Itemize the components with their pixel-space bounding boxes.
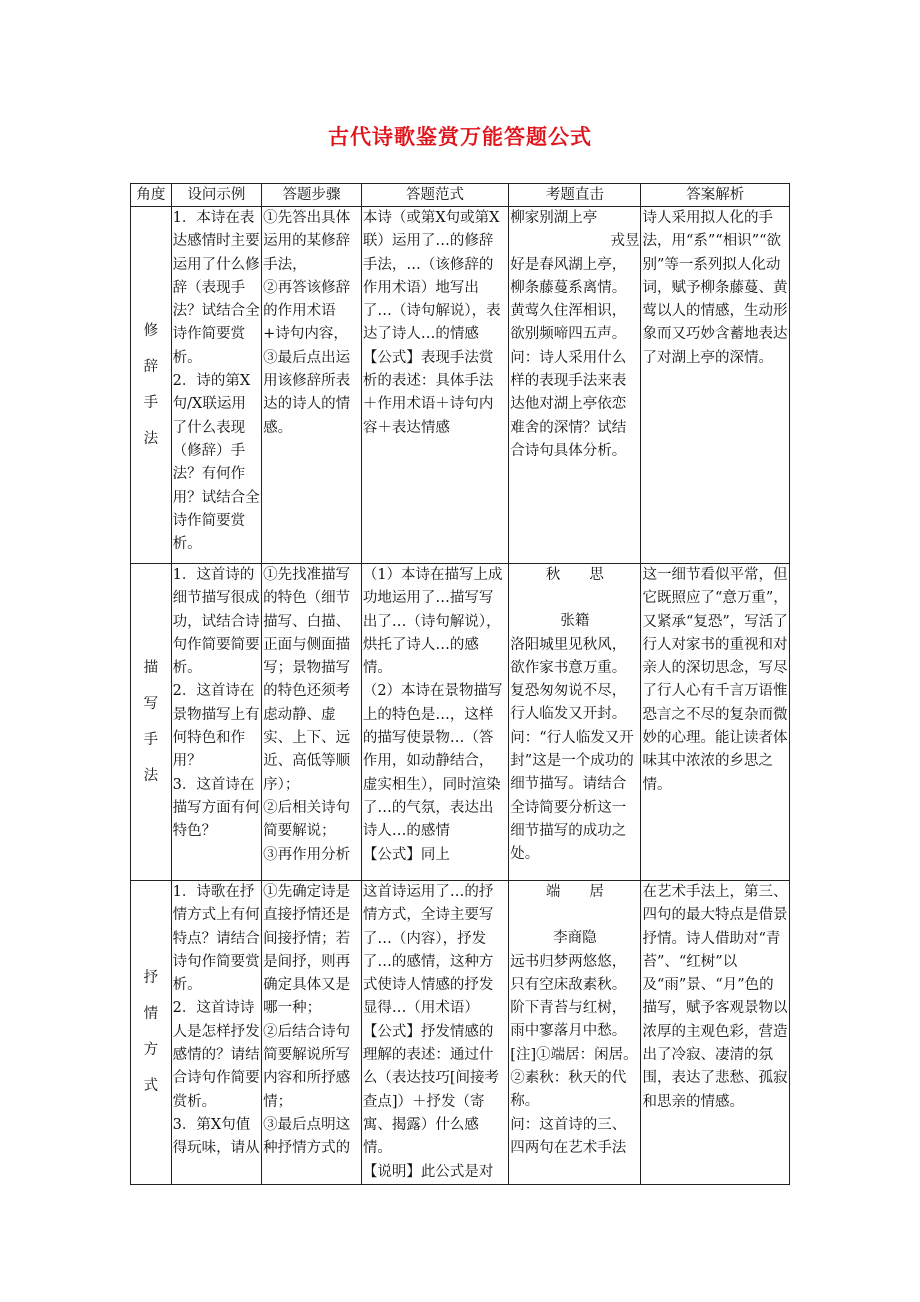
angle-char: 方 [143,1042,159,1059]
question-cell [171,207,262,564]
answer-formula-table [130,183,790,1185]
exam-question: 问：这首诗的三、四两句在艺术手法 [510,1116,627,1156]
steps-cell [262,207,362,564]
step-item: ②后相关诗句简要解说； [263,799,351,840]
answer-cell: 诗人采用拟人化的手法，用“系”“相识”“欲别”等一系列拟人化动词，赋予柳条藤蔓、黄莺以人的情感，生动形象而又巧妙含蓄地表达了对湖上亭的深情。 [641,207,790,564]
poem-lines: 远书归梦两悠悠，只有空床敌素秋。阶下青苔与红树，雨中寥落月中愁。 [510,953,627,1040]
step-item: ③最后点明这种抒情方式的 [263,1116,351,1157]
poem-lines: 好是春风湖上亭，柳条藤蔓系离情。黄莺久住浑相识，欲别频啼四五声。 [510,256,627,343]
angle-char: 法 [143,431,159,447]
template-cell [361,881,508,1185]
poem-lines: 洛阳城里见秋风，欲作家书意万重。复恐匆匆说不尽，行人临发又开封。 [510,636,627,723]
template-cell [361,564,508,881]
step-item: ③最后点出运用该修辞所表达的诗人的情感。 [263,349,351,436]
table-row [131,207,790,564]
angle-char: 辞 [143,359,159,375]
angle-cell [131,564,172,881]
question-item: 1．诗歌在抒情方式上有何特点？请结合诗句作简要赏析。 [172,884,260,994]
table-header-row [131,184,790,207]
steps-cell [262,881,362,1185]
table-row [131,564,790,881]
steps-cell [262,564,362,881]
angle-char: 抒 [143,970,159,987]
exam-question: 问：“行人临发又开封”这是一个成功的细节描写。请结合全诗简要分析这一细节描写的成功之处。 [510,729,634,863]
template-item: 本诗（或第X句或第X联）运用了…的修辞手法，…（该修辞的作用术语）地写出了…（诗句解说），表达了诗人…的情感 [362,210,501,343]
poem-title: 秋 思 [545,567,604,583]
step-item: ②后结合诗句简要解说所写内容和所抒感情； [263,1023,351,1110]
poem-author: 张籍 [560,613,590,630]
template-cell [361,207,508,564]
exam-cell [509,564,641,881]
exam-question: 问：诗人采用什么样的表现手法来表达他对湖上亭依恋难舍的深情？试结合诗句具体分析。 [510,349,627,459]
angle-char: 法 [143,768,159,784]
step-item: ②再答该修辞的作用术语+诗句内容， [263,279,351,343]
header-answer-steps: 答题步骤 [262,184,362,207]
poem-title: 端 居 [545,884,604,900]
angle-char: 修 [143,323,159,339]
header-question-example: 设问示例 [171,184,262,207]
page-title: 古代诗歌鉴赏万能答题公式 [328,124,592,149]
step-item: ①先答出具体运用的某修辞手法， [263,210,351,273]
poem-title: 柳家别湖上亭 [510,210,598,226]
answer-cell: 在艺术手法上，第三、四句的最大特点是借景抒情。诗人借助对“青苔”、“红树”以及“雨”景、“月”色的描写，赋予客观景物以浓厚的主观色彩，营造出了冷寂、凄清的氛围，表达了悲愁、孤寂和思亲的情感。 [641,881,790,1185]
template-item: 【公式】表现手法赏析的表述：具体手法＋作用术语＋诗句内容＋表达情感 [362,349,494,436]
step-item: ③再作用分析 [263,846,351,863]
angle-char: 式 [143,1078,159,1095]
question-item: 3．第X句值得玩味，请从 [172,1116,260,1157]
exam-cell [509,207,641,564]
exam-cell [509,881,641,1185]
angle-cell [131,207,172,564]
question-item: 1．本诗在表达感情时主要运用了什么修辞（表现手法？试结合全诗作简要赏析。 [172,210,260,366]
question-item: 2．这首诗诗人是怎样抒发感情的？请结合诗句作简要赏析。 [172,1000,260,1110]
question-item: 2．这首诗在景物描写上有何特色和作用？ [172,683,260,770]
angle-char: 手 [143,732,159,748]
angle-char: 情 [143,1006,159,1023]
poem-author: 戎昱 [610,233,640,250]
template-item: 【公式】同上 [362,846,450,863]
template-item: 这首诗运用了…的抒情方式，全诗主要写了…（内容），抒发了…的感情，这种方式使诗人情感的抒发显得…（用术语） [362,884,494,1017]
step-item: ①先找准描写的特色（细节描写、白描、正面与侧面描写；景物描写的特色还须考虑动静、虚实、上下、远近、高低等顺序）； [263,567,351,793]
question-item: 3．这首诗在描写方面有何特色？ [172,776,260,840]
question-cell [171,564,262,881]
template-item: 【说明】此公式是对 [362,1163,494,1180]
header-answer-template: 答题范式 [361,184,508,207]
question-item: 2．诗的第X句/X联运用了什么表现（修辞）手法？有何作用？试结合全诗作简要赏析。 [172,373,260,553]
angle-char: 手 [143,395,159,411]
header-exam-question: 考题直击 [509,184,641,207]
poem-author: 李商隐 [553,930,597,947]
header-answer-analysis: 答案解析 [641,184,790,207]
poem-notes: [注]①端居：闲居。②素秋：秋天的代称。 [510,1046,638,1110]
header-angle: 角度 [131,184,172,207]
template-item: （1）本诗在描写上成功地运用了…描写写出了…（诗句解说），烘托了诗人…的感情。 [362,567,503,677]
question-item: 1．这首诗的细节描写很成功，试结合诗句作简要简要析。 [172,567,260,677]
table-row [131,881,790,1185]
question-cell [171,881,262,1185]
answer-cell: 这一细节看似平常，但它既照应了“意万重”，又紧承“复恐”，写活了行人对家书的重视和对亲人的深切思念，写尽了行人心有千言万语惟恐言之不尽的复杂而微妙的心理。能让读者体味其中浓浓的乡思之情。 [641,564,790,881]
step-item: ①先确定诗是直接抒情还是间接抒情；若是间抒，则再确定具体又是哪一种； [263,884,351,1017]
angle-char: 写 [143,696,159,712]
template-item: 【公式】抒发情感的理解的表述：通过什么（表达技巧[间接考查点]）＋抒发（寄寓、揭露）什么感情。 [362,1023,499,1157]
angle-cell [131,881,172,1185]
angle-char: 描 [143,660,159,676]
template-item: （2）本诗在景物描写上的特色是…，这样的描写使景物…（答作用，如动静结合，虚实相生），同时渲染了…的气氛，表达出诗人…的感情 [362,683,503,840]
